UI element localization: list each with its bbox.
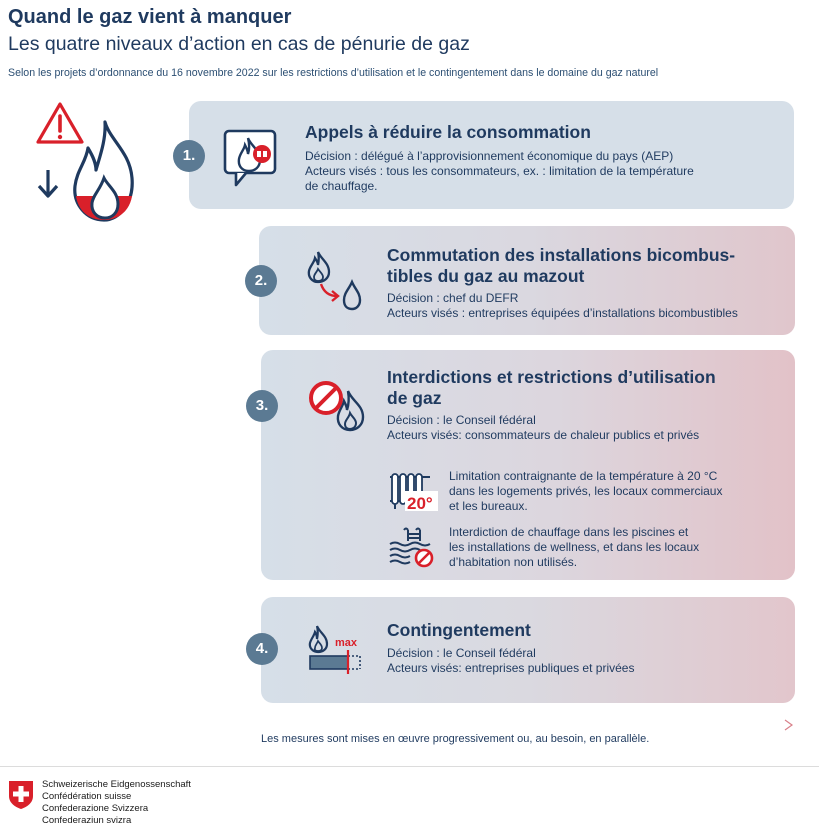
level-3-sub-2-text: Interdiction de chauffage dans les piscines et les installations de wellness, et dans les locaux d’habitation non utilisés. bbox=[449, 525, 700, 569]
level-4-number: 4. bbox=[246, 633, 278, 665]
swiss-cross-icon bbox=[8, 780, 34, 810]
source-note: Selon les projets d’ordonnance du 16 novembre 2022 sur les restrictions d’utilisation et le contingentement dans le domaine du gaz naturel bbox=[8, 67, 659, 79]
progression-arrow bbox=[261, 717, 795, 733]
level-2-title: Commutation des installations bicombus- tibles du gaz au mazout bbox=[387, 245, 736, 286]
level-4-title: Contingentement bbox=[387, 620, 531, 640]
gas-appeal-icon bbox=[222, 128, 280, 188]
pool-ban-icon bbox=[388, 527, 436, 569]
gas-ban-icon bbox=[306, 377, 368, 433]
gas-quota-icon bbox=[305, 624, 367, 676]
footer-note: Les mesures sont mises en œuvre progressivement ou, au besoin, en parallèle. bbox=[261, 733, 650, 745]
level-2-number: 2. bbox=[245, 265, 277, 297]
level-3-number: 3. bbox=[246, 390, 278, 422]
radiator-icon bbox=[388, 471, 438, 511]
government-name: Schweizerische Eidgenossenschaft Confédération suisse Confederazione Svizzera Confederaziun svizra bbox=[42, 779, 191, 826]
gas-shortage-icon bbox=[30, 100, 140, 225]
radiator-badge: 20° bbox=[407, 494, 433, 511]
gas-to-oil-icon bbox=[305, 250, 367, 312]
quota-max-label: max bbox=[335, 637, 358, 649]
level-3-text: Décision : le Conseil fédéral Acteurs visés: consommateurs de chaleur publics et privés bbox=[387, 413, 700, 442]
level-4-text: Décision : le Conseil fédéral Acteurs visés: entreprises publiques et privées bbox=[387, 646, 635, 675]
level-3-title: Interdictions et restrictions d’utilisation de gaz bbox=[387, 367, 716, 408]
page-title: Quand le gaz vient à manquer bbox=[8, 6, 292, 28]
level-3-sub-1-text: Limitation contraignante de la température à 20 °C dans les logements privés, les locaux commerciaux et les bureaux. bbox=[449, 469, 723, 513]
level-1-text: Décision : délégué à l’approvisionnement économique du pays (AEP) Acteurs visés : tous les consommateurs, ex. : limitation de la température de chauffage. bbox=[305, 149, 694, 193]
page-subtitle: Les quatre niveaux d’action en cas de pénurie de gaz bbox=[8, 33, 470, 55]
level-1-number: 1. bbox=[173, 140, 205, 172]
footer-divider bbox=[0, 766, 819, 767]
level-1-title: Appels à réduire la consommation bbox=[305, 122, 591, 142]
level-2-text: Décision : chef du DEFR Acteurs visés : entreprises équipées d’installations bicombustibles bbox=[387, 291, 738, 320]
